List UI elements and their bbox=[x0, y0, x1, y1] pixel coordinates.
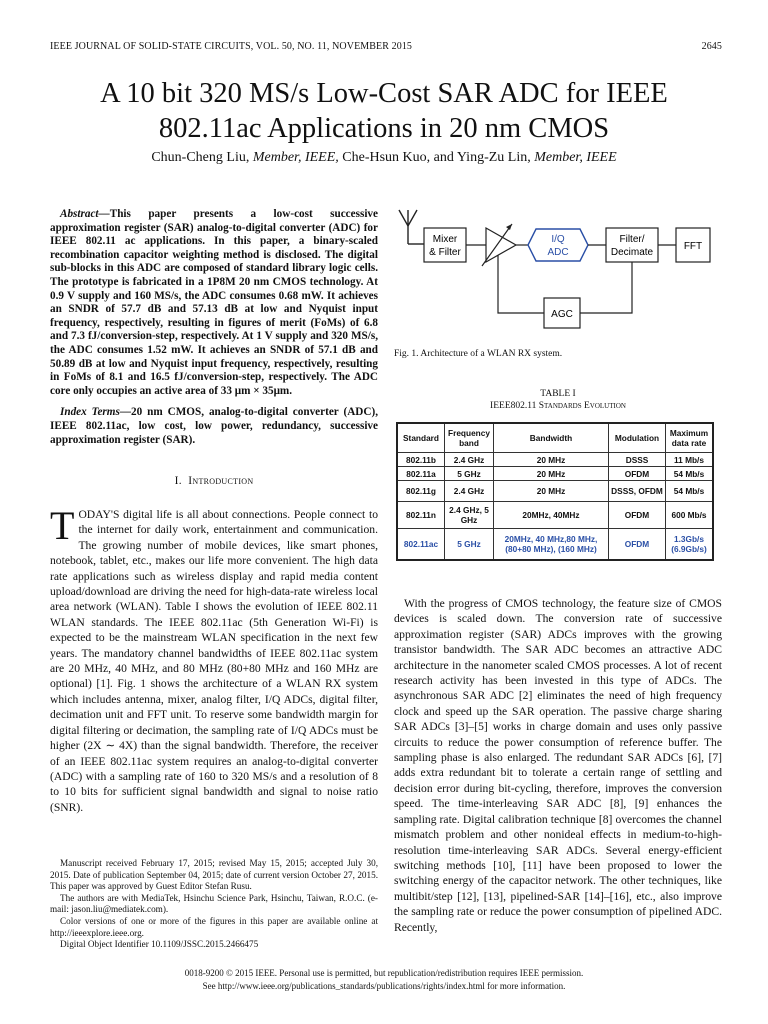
cell: 802.11ac bbox=[397, 529, 445, 561]
body-paragraph: With the progress of CMOS technology, the feature size of CMOS devices is scaled down. The conversion rate of successive approximation register (SAR) ADCs improves with the growing transistor bandwidth. The SAR ADC becomes an attractive ADC architecture in the nanometer scaled CMOS processes. A lot of recent research activity has been invested in this type of ADCs. The asynchronous SAR ADC [2] eliminates the need of high frequency clock and speed up the SAR operation. The passive charge sharing SAR ADCs [3]–[5] works in charge domain and uses only passive circuits to reduce the power consumption of reference buffer. The sampling phase is also enlarged. The redundant SAR ADCs [6], [7] adds extra redundant bit to tolerate a certain range of settling and decision error during bit-cycling, therefore, improves the conversion speed. The time-interleaving SAR ADC [8], [9] enhances the sampling rate. Digital calibration technique [8] overcomes the channel mismatch problem and other nonideal effects in medium-to-high-resolution time-interleaving SAR ADCs. Several energy-efficient switching methods [10], [11] have been proposed to lower the switching energy of the capacitor network. The other techniques, like multibit/step [12], [13], pipelined-SAR [14]–[16], etc., also improve the sampling rate or reduce the power consumption of pipelined ADC. Recently, bbox=[394, 597, 722, 934]
title-line-2: 802.11ac Applications in 20 nm CMOS bbox=[158, 113, 610, 144]
cell: 20MHz, 40MHz bbox=[494, 502, 609, 529]
cell: 2.4 GHz bbox=[445, 453, 494, 467]
vga-amplifier-icon bbox=[486, 228, 516, 262]
decimate-label: Decimate bbox=[610, 247, 654, 258]
section-heading bbox=[50, 475, 378, 487]
author-3-role: Member, IEEE bbox=[534, 150, 617, 165]
cell: 20 MHz bbox=[494, 467, 609, 481]
cell: DSSS, OFDM bbox=[609, 481, 666, 502]
antenna-icon bbox=[399, 210, 424, 244]
col-modulation: Modulation bbox=[609, 423, 666, 453]
abstract bbox=[50, 208, 378, 398]
cell: 802.11a bbox=[397, 467, 445, 481]
cell: OFDM bbox=[609, 467, 666, 481]
cell: 2.4 GHz bbox=[445, 481, 494, 502]
drop-cap: T bbox=[50, 503, 75, 548]
title-line-1: A 10 bit 320 MS/s Low-Cost SAR ADC for IEEE bbox=[100, 78, 668, 109]
adc-label: ADC bbox=[547, 247, 569, 258]
running-header bbox=[50, 41, 722, 55]
copyright-footer bbox=[40, 967, 728, 993]
section-number: I. bbox=[174, 475, 182, 487]
table-caption bbox=[394, 388, 722, 412]
index-terms-lead: Index Terms— bbox=[60, 406, 132, 419]
journal-name: IEEE JOURNAL OF SOLID-STATE CIRCUITS, VOL. 50, NO. 11, NOVEMBER 2015 bbox=[50, 41, 413, 52]
abstract-text: This paper presents a low-cost successive approximation register (SAR) analog-to-digital converter (ADC) for IEEE 802.11 ac applications. In this paper, a binary-scaled recombination capacitor weighting method is disclosed. The digital sub-blocks in this ADC are composed of standard library logic cells. The prototype is fabricated in a 1P8M 20 nm CMOS technology. At 0.9 V supply and 160 MS/s, the ADC consumes 0.68 mW. It achieves an SNDR of 57.7 dB and 57.13 dB at low and Nyquist input frequency, respectively, resulting in figures of merit (FoMs) of 6.8 and 7.3 fJ/conversion-step, respectively. At 1 V supply and 320 MS/s, the ADC consumes 1.52 mW. It achieves an SNDR of 57.1 dB and 50.89 dB at low and Nyquist input frequency, respectively, resulting in FoMs of 8.1 and 16.5 fJ/conversion-step, respectively. The ADC core only occupies an active area of 33 μm × 35μm. bbox=[50, 208, 378, 397]
cell: 802.11g bbox=[397, 481, 445, 502]
cell: DSSS bbox=[609, 453, 666, 467]
cell: 20 MHz bbox=[494, 453, 609, 467]
cell: 802.11b bbox=[397, 453, 445, 467]
cell: 1.3Gb/s (6.9Gb/s) bbox=[666, 529, 714, 561]
cell: 600 Mb/s bbox=[666, 502, 714, 529]
footnotes bbox=[50, 858, 378, 951]
cell: 20MHz, 40 MHz,80 MHz, (80+80 MHz), (160 MHz) bbox=[494, 529, 609, 561]
cell: 5 GHz bbox=[445, 529, 494, 561]
table-label: TABLE I bbox=[540, 389, 576, 399]
table-row bbox=[397, 467, 713, 481]
intro-paragraph bbox=[50, 503, 378, 815]
figure-caption: Fig. 1. Architecture of a WLAN RX system. bbox=[394, 349, 563, 359]
cell: 802.11n bbox=[397, 502, 445, 529]
standards-table bbox=[396, 422, 714, 561]
footnote-4: Digital Object Identifier 10.1109/JSSC.2015.2466475 bbox=[60, 939, 259, 950]
cell: OFDM bbox=[609, 529, 666, 561]
paper-title bbox=[40, 76, 728, 146]
cell: 2.4 GHz, 5 GHz bbox=[445, 502, 494, 529]
iq-label: I/Q bbox=[551, 234, 565, 245]
table-row bbox=[397, 481, 713, 502]
index-terms bbox=[50, 406, 378, 447]
cell: 20 MHz bbox=[494, 481, 609, 502]
col-max-rate: Maximum data rate bbox=[666, 423, 714, 453]
author-list bbox=[40, 150, 728, 166]
cell: 11 Mb/s bbox=[666, 453, 714, 467]
table-row bbox=[397, 502, 713, 529]
col-bandwidth: Bandwidth bbox=[494, 423, 609, 453]
wlan-rx-diagram bbox=[394, 202, 722, 342]
footnote-3: Color versions of one or more of the figures in this paper are available online at http://ieeexplore.ieee.org. bbox=[50, 915, 378, 938]
copyright-line: 0018-9200 © 2015 IEEE. Personal use is permitted, but republication/redistribution requires IEEE permission. bbox=[184, 968, 584, 978]
abstract-lead: Abstract— bbox=[60, 208, 110, 220]
table-header-row bbox=[397, 423, 713, 453]
col-frequency: Frequency band bbox=[445, 423, 494, 453]
agc-label: AGC bbox=[551, 309, 573, 320]
left-column-abstract bbox=[50, 208, 378, 447]
footnote-2: The authors are with MediaTek, Hsinchu Science Park, Hsinchu, Taiwan, R.O.C. (e-mail: jason.liu@mediatek.com). bbox=[50, 892, 378, 915]
index-terms-text: 20 nm CMOS, analog-to-digital converter (ADC), IEEE 802.11ac, low cost, low power, redundancy, successive approximation register (SAR). bbox=[50, 406, 378, 446]
cell: OFDM bbox=[609, 502, 666, 529]
author-1-role: Member, IEEE, bbox=[252, 150, 339, 165]
col-standard: Standard bbox=[397, 423, 445, 453]
figure-1 bbox=[394, 202, 722, 342]
filter-label: & Filter bbox=[429, 247, 461, 258]
author-1: Chun-Cheng Liu, bbox=[151, 150, 250, 165]
filter-slash-label: Filter/ bbox=[619, 234, 645, 245]
intro-text: ODAY'S digital life is all about connections. People connect to the internet for daily work, entertainment and communication. The growing number of mobile devices, like smart phones, notebook, tablet, etc., makes our life more convenient. The high data rate applications such as wireless display and rapid media content upload/download are driving the need for high-data-rate wireless local area network (WLAN). Table I shows the evolution of IEEE 802.11 WLAN standards. The IEEE 802.11ac (5th Generation Wi-Fi) is expected to be the mainstream WLAN specification in the next few years. The mandatory channel bandwidths of IEEE 802.11ac system are 20 MHz, 40 MHz, and 80 MHz (80+80 MHz and 160 MHz are optional) [1]. Fig. 1 shows the architecture of a WLAN RX system which includes antenna, mixer, analog filter, I/Q ADCs, digital filter, decimation unit and FFT unit. To reserve some bandwidth margin for digital filtering or decimation, the sampling rate of I/Q ADCs must be higher (2X ∼ 4X) than the signal bandwidth. Therefore, the receiver of an IEEE 802.11ac system requires an analog-to-digital converter (ADC) with a sampling rate of 160 to 320 MS/s and a resolution of 8 to 10 bits for sufficient signal bandwidth and signal to noise ratio (SNR). bbox=[50, 508, 378, 814]
fft-label: FFT bbox=[683, 241, 703, 252]
cell: 54 Mb/s bbox=[666, 481, 714, 502]
page-number: 2645 bbox=[701, 41, 722, 52]
section-title: Introduction bbox=[188, 475, 254, 487]
table-title: IEEE802.11 Standards Evolution bbox=[490, 401, 626, 411]
cell: 54 Mb/s bbox=[666, 467, 714, 481]
footnote-1: Manuscript received February 17, 2015; revised May 15, 2015; accepted July 30, 2015. Date of publication September 04, 2015; date of current version October 27, 2015. This paper was approved by Guest Editor Stefan Rusu. bbox=[50, 858, 378, 892]
cell: 5 GHz bbox=[445, 467, 494, 481]
table-row bbox=[397, 453, 713, 467]
table-row-highlighted bbox=[397, 529, 713, 561]
mixer-label: Mixer bbox=[432, 234, 458, 245]
author-2-3: Che-Hsun Kuo, and Ying-Zu Lin, bbox=[342, 150, 531, 165]
rights-link-line: See http://www.ieee.org/publications_standards/publications/rights/index.html for more information. bbox=[202, 981, 566, 991]
right-column-body bbox=[394, 596, 722, 935]
